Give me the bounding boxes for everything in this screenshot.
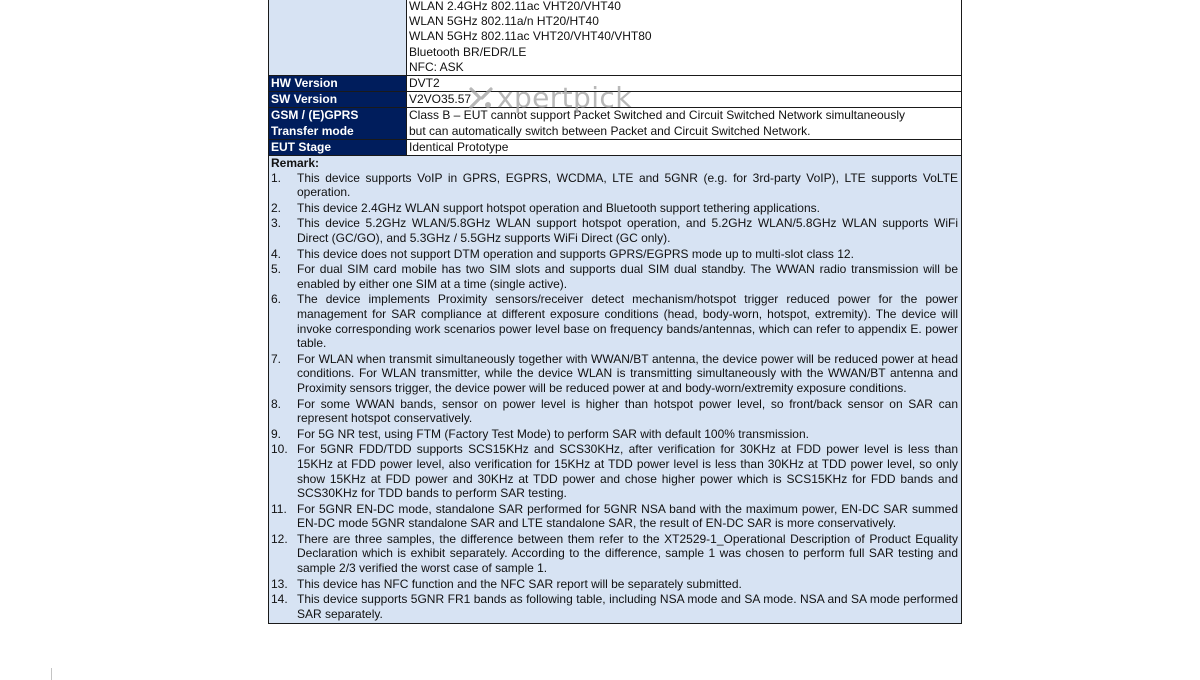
remark-text: This device 2.4GHz WLAN support hotspot operation and Bluetooth support tethering applications. — [297, 200, 820, 215]
remarks-section — [269, 156, 961, 623]
remark-number: 1. — [271, 170, 282, 185]
remark-text: For WLAN when transmit simultaneously together with WWAN/BT antenna, the device power will be reduced power at head conditions. For WLAN transmitter, while the device WLAN is transmitting simultaneously with the WWAN/BT antenna and Proximity sensors trigger, the device power will be reduced power at and body-worn/extremity exposure conditions. — [297, 351, 958, 395]
gsm-transfer-mode-row — [269, 108, 961, 139]
hw-version-label: HW Version — [269, 76, 407, 91]
remarks-list — [271, 171, 958, 622]
eut-stage-row — [269, 140, 961, 156]
wireless-spec-row — [269, 0, 961, 76]
remark-item — [271, 427, 958, 442]
gsm-value-line-2: but can automatically switch between Packet and Circuit Switched Network. — [409, 123, 811, 138]
spec-line: WLAN 5GHz 802.11ac VHT20/VHT40/VHT80 — [409, 29, 652, 44]
remark-item — [271, 442, 958, 500]
remark-item — [271, 262, 958, 291]
remark-item — [271, 247, 958, 262]
page-edge-mark — [51, 668, 52, 680]
gsm-value-line-1: Class B – EUT cannot support Packet Switched and Circuit Switched Network simultaneously — [409, 108, 906, 123]
remark-item — [271, 592, 958, 621]
remark-number: 7. — [271, 351, 282, 366]
gsm-transfer-mode-label — [269, 108, 407, 138]
remark-text: This device does not support DTM operation and supports GPRS/EGPRS mode up to multi-slot class 12. — [297, 246, 854, 261]
row-label-empty — [269, 0, 407, 75]
remark-item — [271, 502, 958, 531]
remark-text: The device implements Proximity sensors/receiver detect mechanism/hotspot trigger reduced power for the power management for SAR compliance at different exposure conditions (head, body-worn, hotspot, extremity). The device will invoke corresponding work scenarios power level base on frequency bands/antennas, which can refer to appendix E. power table. — [297, 292, 958, 351]
spec-line: WLAN 2.4GHz 802.11ac VHT20/VHT40 — [409, 0, 621, 13]
sw-version-value: V2VO35.57 — [407, 92, 961, 107]
remark-number: 4. — [271, 246, 282, 261]
remark-number: 5. — [271, 262, 282, 277]
spec-line: WLAN 5GHz 802.11a/n HT20/HT40 — [409, 14, 599, 29]
remark-text: For dual SIM card mobile has two SIM slots and supports dual SIM dual standby. The WWAN radio transmission will be enabled by either one SIM at a time (single active). — [297, 262, 958, 291]
spec-line: Bluetooth BR/EDR/LE — [409, 44, 527, 59]
remark-number: 3. — [271, 216, 282, 231]
sw-version-row — [269, 92, 961, 108]
remark-text: For 5GNR FDD/TDD supports SCS15KHz and SCS30KHz, after verification for 30KHz at FDD power level is less than 15KHz at FDD power level, also verification for 15KHz at TDD power level is less than 30KHz at TDD power level, so only show 15KHz at FDD power and 30KHz at TDD power and chose higher power which is SCS15KHz for FDD bands and SCS30KHz for TDD bands to perform SAR testing. — [297, 442, 958, 501]
remark-item — [271, 171, 958, 200]
remark-item — [271, 532, 958, 576]
gsm-label-line-1: GSM / (E)GPRS — [271, 108, 359, 123]
remark-text: This device 5.2GHz WLAN/5.8GHz WLAN support hotspot operation, and 5.2GHz WLAN/5.8GHz WLAN supports WiFi Direct (GC/GO), and 5.3GHz / 5.5GHz supports WiFi Direct (GC only). — [297, 216, 958, 245]
remark-text: There are three samples, the difference between them refer to the XT2529-1_Operational Description of Product Equality Declaration which is exhibit separately. According to the difference, sample 1 was chosen to perform full SAR testing and sample 2/3 verified the worst case of sample 1. — [297, 531, 958, 576]
spec-document — [268, 0, 962, 624]
remark-number: 8. — [271, 396, 282, 411]
remark-item — [271, 577, 958, 592]
spec-line: NFC: ASK — [409, 59, 464, 74]
remark-text: For 5G NR test, using FTM (Factory Test Mode) to perform SAR with default 100% transmission. — [297, 426, 809, 441]
remark-item — [271, 352, 958, 396]
remark-number: 11. — [271, 501, 287, 516]
remark-text: This device has NFC function and the NFC SAR report will be separately submitted. — [297, 576, 742, 591]
remark-item — [271, 216, 958, 245]
remark-number: 9. — [271, 426, 282, 441]
hw-version-row — [269, 76, 961, 92]
hw-version-value: DVT2 — [407, 76, 961, 91]
remark-number: 13. — [271, 576, 288, 591]
watermark-text: xpertpick — [497, 81, 632, 114]
remark-item — [271, 292, 958, 350]
gsm-transfer-mode-value — [407, 108, 961, 138]
remark-number: 2. — [271, 200, 282, 215]
sw-version-label: SW Version — [269, 92, 407, 107]
remark-text: This device supports 5GNR FR1 bands as following table, including NSA mode and SA mode. NSA and SA mode performed SAR separately. — [297, 592, 958, 621]
eut-stage-value: Identical Prototype — [407, 140, 961, 155]
remark-text: For 5GNR EN-DC mode, standalone SAR performed for 5GNR NSA band with the maximum power, EN-DC SAR summed EN-DC mode 5GNR standalone SAR and LTE standalone SAR, the result of EN-DC SAR is more conservatively. — [297, 501, 958, 531]
remark-item — [271, 201, 958, 216]
remark-item — [271, 397, 958, 426]
gsm-label-line-2: Transfer mode — [271, 123, 354, 138]
remark-number: 6. — [271, 292, 282, 307]
remark-number: 14. — [271, 592, 288, 607]
remark-number: 12. — [271, 531, 288, 546]
remark-text: This device supports VoIP in GPRS, EGPRS, WCDMA, LTE and 5GNR (e.g. for 3rd-party VoIP), LTE supports VoLTE operation. — [297, 170, 958, 200]
wireless-spec-values — [407, 0, 961, 75]
remarks-title: Remark: — [271, 156, 320, 171]
eut-stage-label: EUT Stage — [269, 140, 407, 155]
remark-number: 10. — [271, 442, 288, 457]
remark-text: For some WWAN bands, sensor on power level is higher than hotspot power level, so front/back sensor on SAR can represent hotspot conservatively. — [297, 396, 958, 426]
